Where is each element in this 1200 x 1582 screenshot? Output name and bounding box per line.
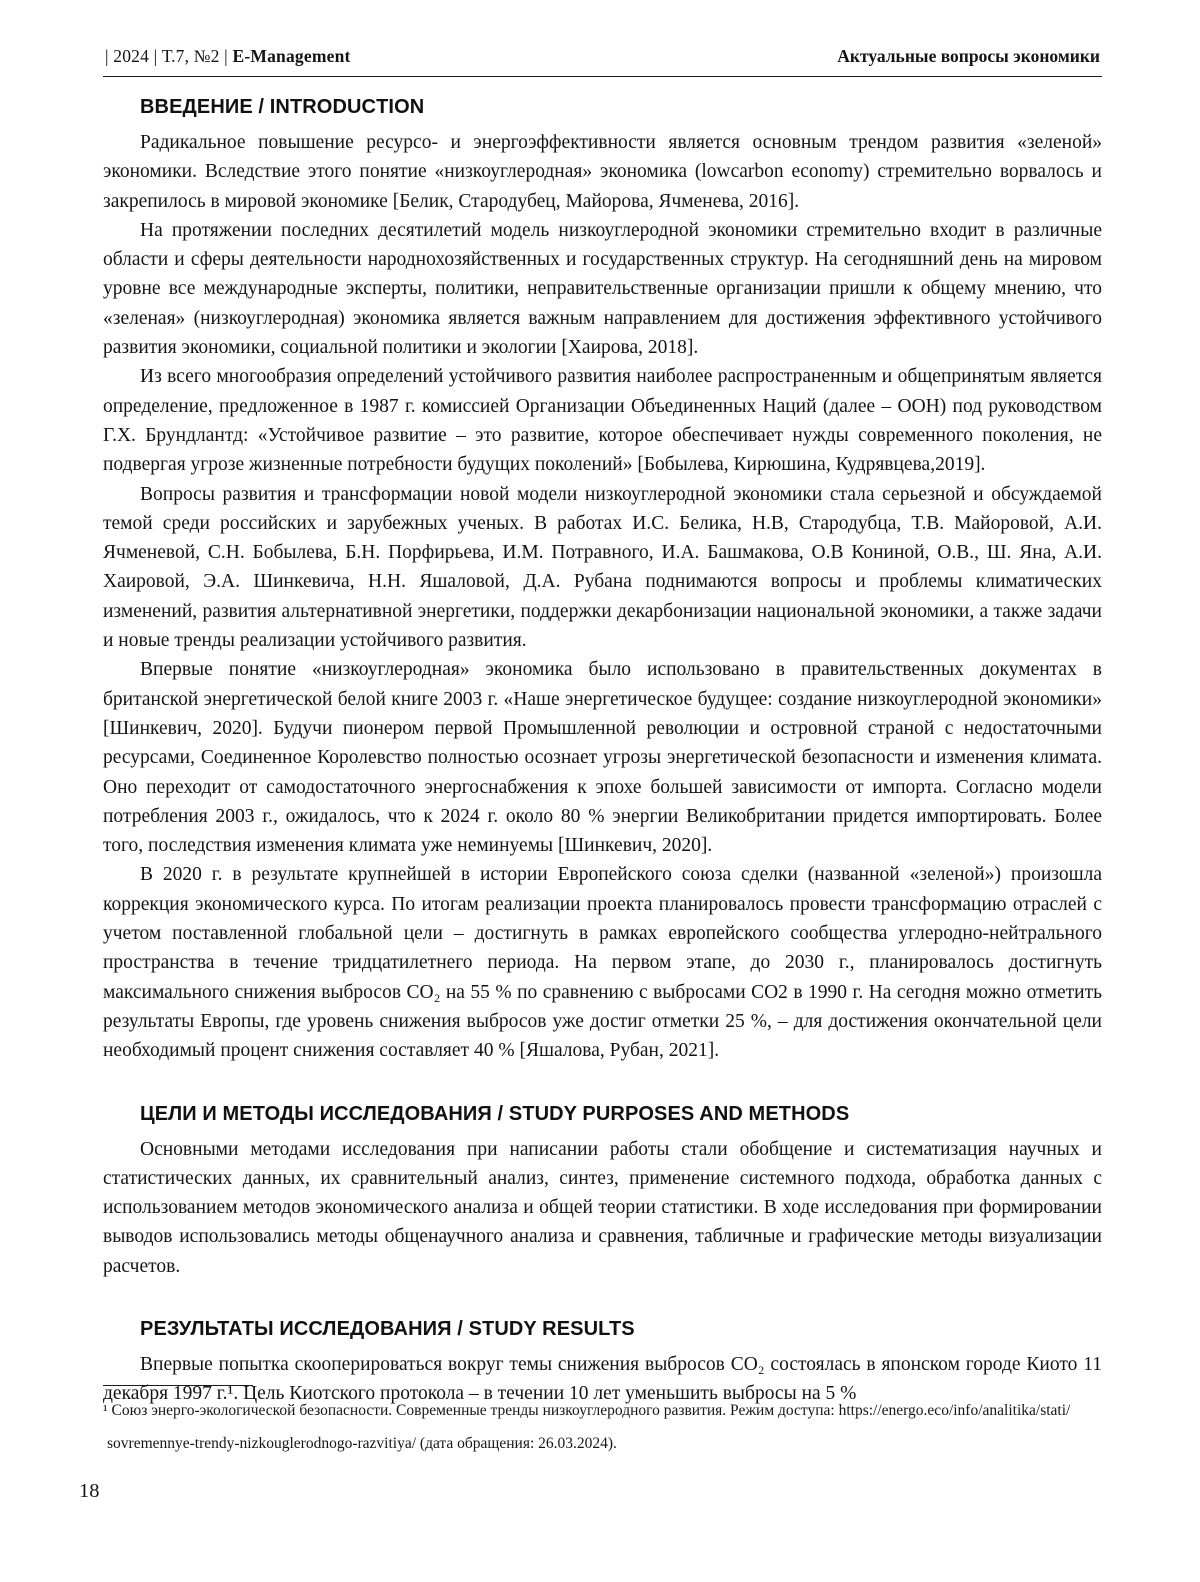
paragraph: Из всего многообразия определений устойчивого развития наиболее распространенным и общепринятым является определение, предложенное в 1987 г. комиссией Организации Объединенных Наций (далее – ООН) под руководством Г.Х. Брундлантд: «Устойчивое развитие – это развитие, которое обеспечивает нужды современного поколения, не подвергая угрозе жизненные потребности будущих поколений» [Бобылева, Кирюшина, Кудрявцева,2019]. <box>103 366 1102 476</box>
paragraph: Впервые понятие «низкоуглеродная» экономика было использовано в правительственных документах в британской энергетической белой книге 2003 г. «Наше энергетическое будущее: создание низкоуглеродной экономики» [Шинкевич, 2020]. Будучи пионером первой Промышленной революции и островной страной с недостаточными ресурсами, Соединенное Королевство полностью осознает угрозы энергетической безопасности и изменения климата. Оно переходит от самодостаточного энергоснабжения к эпохе большей зависимости от импорта. Согласно модели потребления 2003 г., ожидалось, что к 2024 г. около 80 % энергии Великобритании придется импортировать. Более того, последствия изменения климата уже неминуемы [Шинкевич, 2020]. <box>103 659 1102 857</box>
issue-text: | 2024 | Т.7, №2 | <box>105 46 233 66</box>
journal-name: E-Management <box>232 46 351 66</box>
footnote-separator <box>103 1385 253 1386</box>
paragraph: Впервые попытка скооперироваться вокруг темы снижения выбросов CO₂ состоялась в японском городе Киото 11 декабря 1997 г.¹. Цель Киотского протокола – в течении 10 лет уменьшить выбросы на 5 % <box>103 1353 1102 1405</box>
section-heading-introduction: ВВЕДЕНИЕ / INTRODUCTION <box>140 96 425 118</box>
journal-issue-info <box>105 46 351 67</box>
paragraph: Радикальное повышение ресурсо- и энергоэффективности является основным трендом развития «зеленой» экономики. Вследствие этого понятие «низкоуглеродная» экономика (lowcarbon economy) стремительно ворвалось и закрепилось в мировой экономике [Белик, Стародубец, Майорова, Ячменева, 2016]. <box>103 132 1102 212</box>
footnote-area <box>103 1385 1102 1460</box>
rubric-title: Актуальные вопросы экономики <box>837 46 1100 66</box>
running-header <box>103 46 1102 77</box>
footnote-text-line-1: ¹ Союз энерго-экологической безопасности. Современные тренды низкоуглеродного развития. Режим доступа: https://energo.eco/info/analitika/stati/ <box>103 1402 1071 1419</box>
footnote-text-line-2: sovremennye-trendy-nizkouglerodnogo-razvitiya/ (дата обращения: 26.03.2024). <box>107 1435 617 1452</box>
section-heading-methods: ЦЕЛИ И МЕТОДЫ ИССЛЕДОВАНИЯ / STUDY PURPOSES AND METHODS <box>140 1102 850 1125</box>
paragraph: На протяжении последних десятилетий модель низкоуглеродной экономики стремительно входит в различные области и сферы деятельности народнохозяйственных и государственных структур. На сегодняшний день на мировом уровне все международные эксперты, политики, неправительственные организации пришли к общему мнению, что «зеленая» (низкоуглеродная) экономика является важным направлением для достижения эффективного устойчивого развития экономики, социальной политики и экологии [Хаирова, 2018]. <box>103 219 1102 359</box>
paragraph: В 2020 г. в результате крупнейшей в истории Европейского союза сделки (названной «зеленой») произошла коррекция экономического курса. По итогам реализации проекта планировалось провести трансформацию отраслей с учетом поставленной глобальной цели – достигнуть в рамках европейского сообщества углеродно-нейтрального пространства в течение тридцатилетнего периода. На первом этапе, до 2030 г., планировалось достигнуть максимального снижения выбросов CO₂ на 55 % по сравнению с выбросами CO2 в 1990 г. На сегодня можно отметить результаты Европы, где уровень снижения выбросов уже достиг отметки 25 %, – для достижения окончательной цели необходимый процент снижения составляет 40 % [Яшалова, Рубан, 2021]. <box>103 864 1102 1062</box>
paragraph: Вопросы развития и трансформации новой модели низкоуглеродной экономики стала серьезной и обсуждаемой темой среди российских и зарубежных ученых. В работах И.С. Белика, Н.В, Стародубца, Т.В. Майоровой, А.И. Ячменевой, С.Н. Бобылева, Б.Н. Порфирьева, И.М. Потравного, И.А. Башмакова, О.В Кониной, О.В., Ш. Яна, А.И. Хаировой, Э.А. Шинкевича, Н.Н. Яшаловой, Д.А. Рубана поднимаются вопросы и проблемы климатических изменений, развития альтернативной энергетики, поддержки декарбонизации национальной экономики, а также задачи и новые тренды реализации устойчивого развития. <box>103 483 1102 652</box>
paragraph: Основными методами исследования при написании работы стали обобщение и систематизация научных и статистических данных, их сравнительный анализ, синтез, применение системного подхода, обработка данных с использованием методов экономического анализа и общей теории статистики. В ходе исследования при формировании выводов использовались методы общенаучного анализа и сравнения, табличные и графические методы визуализации расчетов. <box>103 1138 1102 1277</box>
section-heading-results: РЕЗУЛЬТАТЫ ИССЛЕДОВАНИЯ / STUDY RESULTS <box>140 1317 635 1340</box>
page-number: 18 <box>79 1480 100 1502</box>
